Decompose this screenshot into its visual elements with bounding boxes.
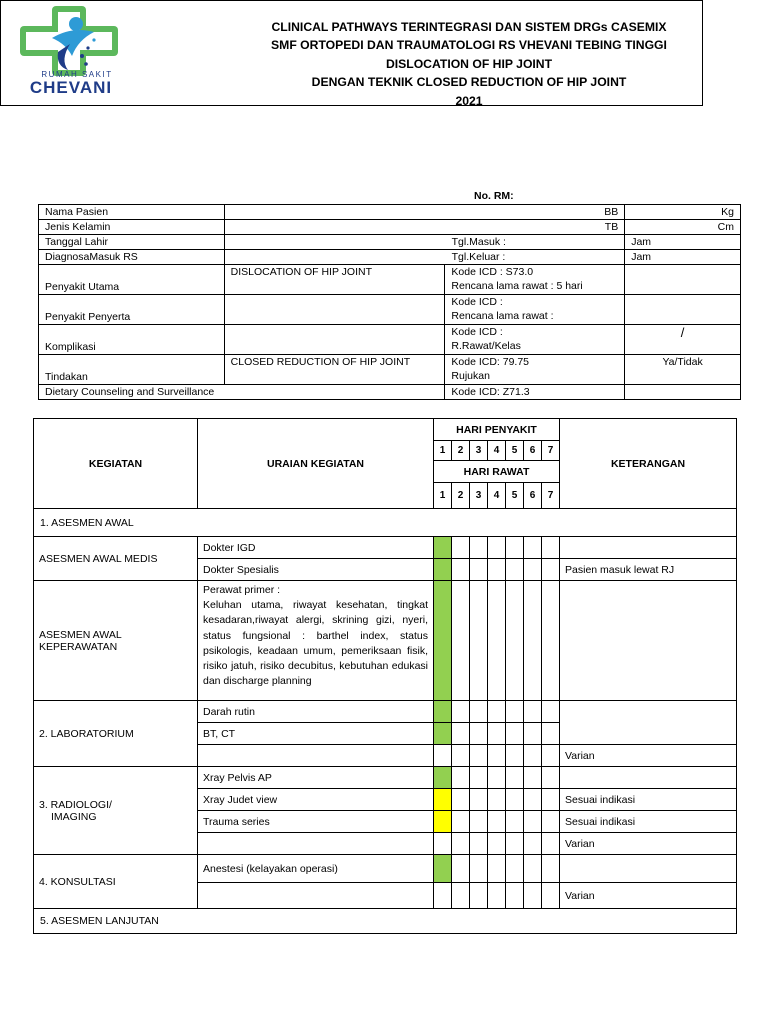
check-cell [470, 811, 488, 833]
check-cell [524, 723, 542, 745]
empty-cell [625, 295, 741, 325]
check-cell [470, 745, 488, 767]
check-cell [452, 833, 470, 855]
check-cell [452, 701, 470, 723]
check-cell [434, 833, 452, 855]
value-komplikasi [224, 325, 445, 355]
day-rawat-3: 3 [470, 483, 488, 509]
item-dokter-spesialis: Dokter Spesialis [198, 559, 434, 581]
check-cell [452, 883, 470, 909]
check-cell [542, 855, 560, 883]
check-cell [488, 745, 506, 767]
label-tanggal-lahir: Tanggal Lahir [39, 235, 225, 250]
section-radiologi [34, 767, 198, 855]
kode-icd-utama: Kode ICD : S73.0 [451, 266, 534, 278]
check-cell-green [434, 767, 452, 789]
check-cell [470, 789, 488, 811]
perawat-primer-detail: Keluhan utama, riwayat kesehatan, tingkat kesadaran,riwayat alergi, skrining gizi, nyeri, status fungsional : barthel index, status psikologis, keadaan umum, pemeriksaan fisik, risiko jatuh, risiko decubitus, kebutuhan edukasi dan discharge planning [203, 599, 428, 688]
check-cell [542, 559, 560, 581]
no-rm-label: No. RM: [474, 190, 514, 202]
header-line-1: CLINICAL PATHWAYS TERINTEGRASI DAN SISTEM DRGs CASEMIX [271, 20, 667, 34]
section-laboratorium: 2. LABORATORIUM [34, 701, 198, 767]
check-cell [452, 537, 470, 559]
ket-empty [560, 537, 737, 559]
check-cell [524, 855, 542, 883]
check-cell [524, 833, 542, 855]
item-darah-rutin: Darah rutin [198, 701, 434, 723]
item-empty [198, 745, 434, 767]
rencana-penyerta: Rencana lama rawat : [451, 310, 554, 322]
rawat-kelas: R.Rawat/Kelas [451, 340, 521, 352]
check-cell [524, 581, 542, 701]
label-asesmen-medis: ASESMEN AWAL MEDIS [34, 537, 198, 581]
header-line-3: DISLOCATION OF HIP JOINT [385, 56, 553, 71]
section-konsultasi: 4. KONSULTASI [34, 855, 198, 909]
check-cell-green [434, 537, 452, 559]
check-cell [470, 723, 488, 745]
header-line-2: SMF ORTOPEDI DAN TRAUMATOLOGI RS VHEVANI TEBING TINGGI [271, 38, 667, 53]
check-cell [452, 789, 470, 811]
check-cell [506, 855, 524, 883]
check-cell [506, 789, 524, 811]
check-cell [452, 745, 470, 767]
check-cell [542, 581, 560, 701]
rencana-utama: Rencana lama rawat : 5 hari [451, 280, 583, 292]
item-bt-ct: BT, CT [198, 723, 434, 745]
ket-empty [560, 855, 737, 883]
check-cell [542, 883, 560, 909]
check-cell [506, 883, 524, 909]
ket-empty [560, 767, 737, 789]
check-cell [506, 581, 524, 701]
check-cell [488, 789, 506, 811]
ket-empty [560, 581, 737, 701]
value-tindakan: CLOSED REDUCTION OF HIP JOINT [224, 355, 445, 385]
check-cell [452, 855, 470, 883]
check-cell [470, 537, 488, 559]
section-asesmen-awal: 1. ASESMEN AWAL [34, 509, 737, 537]
kode-icd-penyerta: Kode ICD : [451, 296, 503, 308]
item-empty [198, 883, 434, 909]
check-cell [542, 701, 560, 723]
ya-tidak: Ya/Tidak [625, 355, 741, 385]
day-rawat-4: 4 [488, 483, 506, 509]
check-cell [542, 789, 560, 811]
header-hari-rawat: HARI RAWAT [434, 461, 560, 483]
item-anestesi: Anestesi (kelayakan operasi) [198, 855, 434, 883]
empty-cell [625, 385, 741, 400]
label-penyakit-utama: Penyakit Utama [39, 265, 225, 295]
check-cell [452, 767, 470, 789]
ket-varian-kons: Varian [560, 883, 737, 909]
check-cell [470, 833, 488, 855]
item-empty [198, 833, 434, 855]
logo-line1: RUMAH SAKIT [41, 70, 113, 79]
kode-icd-dietary: Kode ICD: Z71.3 [445, 385, 625, 400]
rawat-kelas-slash: / [625, 325, 741, 355]
ket-spesialis: Pasien masuk lewat RJ [560, 559, 737, 581]
check-cell [524, 559, 542, 581]
label-diagnosa-masuk: DiagnosaMasuk RS [39, 250, 225, 265]
ket-varian-lab: Varian [560, 745, 737, 767]
check-cell [452, 811, 470, 833]
check-cell [506, 701, 524, 723]
check-cell [524, 789, 542, 811]
item-dokter-igd: Dokter IGD [198, 537, 434, 559]
item-xray-judet: Xray Judet view [198, 789, 434, 811]
check-cell [506, 745, 524, 767]
check-cell [452, 559, 470, 581]
clinical-pathway-table [33, 418, 737, 934]
header-title [180, 18, 758, 110]
check-cell [506, 767, 524, 789]
perawat-primer-title: Perawat primer : [203, 584, 281, 596]
check-cell-green [434, 723, 452, 745]
day-penyakit-7: 7 [542, 441, 560, 461]
check-cell-green [434, 581, 452, 701]
label-tgl-keluar: Tgl.Keluar : [224, 250, 625, 265]
logo-line2: CHEVANI [29, 78, 113, 97]
check-cell [452, 581, 470, 701]
check-cell [470, 701, 488, 723]
day-rawat-7: 7 [542, 483, 560, 509]
kode-icd-utama-cell [445, 265, 625, 295]
check-cell [470, 855, 488, 883]
check-cell [542, 811, 560, 833]
header-uraian: URAIAN KEGIATAN [198, 419, 434, 509]
label-tindakan: Tindakan [39, 355, 225, 385]
check-cell [506, 559, 524, 581]
day-penyakit-4: 4 [488, 441, 506, 461]
check-cell [488, 701, 506, 723]
kode-icd-penyerta-cell [445, 295, 625, 325]
day-penyakit-6: 6 [524, 441, 542, 461]
rujukan: Rujukan [451, 370, 490, 382]
label-dietary: Dietary Counseling and Surveillance [39, 385, 445, 400]
kode-icd-tindakan: Kode ICD: 79.75 [451, 356, 530, 368]
check-cell [542, 767, 560, 789]
label-tgl-masuk: Tgl.Masuk : [224, 235, 625, 250]
check-cell-yellow [434, 789, 452, 811]
check-cell [542, 537, 560, 559]
check-cell [488, 767, 506, 789]
kode-icd-tindakan-cell [445, 355, 625, 385]
header-keterangan: KETERANGAN [560, 419, 737, 509]
check-cell [542, 833, 560, 855]
item-trauma-series: Trauma series [198, 811, 434, 833]
check-cell [488, 855, 506, 883]
day-rawat-1: 1 [434, 483, 452, 509]
label-jam-2: Jam [625, 250, 741, 265]
section-asesmen-lanjutan: 5. ASESMEN LANJUTAN [34, 909, 737, 934]
day-rawat-2: 2 [452, 483, 470, 509]
check-cell [470, 883, 488, 909]
check-cell [542, 745, 560, 767]
label-kg: Kg [625, 205, 741, 220]
check-cell [524, 811, 542, 833]
check-cell [506, 537, 524, 559]
day-penyakit-2: 2 [452, 441, 470, 461]
check-cell [488, 723, 506, 745]
header-line-5: 2021 [455, 93, 483, 108]
patient-info-table [38, 204, 741, 400]
check-cell [434, 745, 452, 767]
ket-varian-rad: Varian [560, 833, 737, 855]
document-header [0, 0, 703, 106]
check-cell [470, 559, 488, 581]
ket-empty [560, 701, 737, 745]
check-cell [506, 723, 524, 745]
check-cell [524, 745, 542, 767]
kode-icd-komplikasi-cell [445, 325, 625, 355]
header-kegiatan: KEGIATAN [34, 419, 198, 509]
day-penyakit-3: 3 [470, 441, 488, 461]
check-cell [488, 559, 506, 581]
kode-icd-komplikasi: Kode ICD : [451, 326, 503, 338]
check-cell [506, 811, 524, 833]
check-cell [524, 701, 542, 723]
check-cell [488, 811, 506, 833]
day-rawat-6: 6 [524, 483, 542, 509]
check-cell [488, 883, 506, 909]
ket-trauma: Sesuai indikasi [560, 811, 737, 833]
hospital-logo [12, 4, 152, 100]
label-jam-1: Jam [625, 235, 741, 250]
value-penyakit-utama: DISLOCATION OF HIP JOINT [224, 265, 445, 295]
day-rawat-5: 5 [506, 483, 524, 509]
label-jenis-kelamin: Jenis Kelamin [39, 220, 225, 235]
day-penyakit-5: 5 [506, 441, 524, 461]
check-cell [524, 767, 542, 789]
check-cell [452, 723, 470, 745]
check-cell [488, 833, 506, 855]
label-cm: Cm [625, 220, 741, 235]
value-penyakit-penyerta [224, 295, 445, 325]
section-radiologi-line1: 3. RADIOLOGI/ [39, 798, 112, 811]
section-radiologi-line2: IMAGING [51, 810, 97, 823]
check-cell-yellow [434, 811, 452, 833]
label-penyakit-penyerta: Penyakit Penyerta [39, 295, 225, 325]
check-cell [470, 581, 488, 701]
label-asesmen-keperawatan: ASESMEN AWAL KEPERAWATAN [34, 581, 198, 701]
label-bb: BB [224, 205, 625, 220]
header-hari-penyakit: HARI PENYAKIT [434, 419, 560, 441]
header-line-4: DENGAN TEKNIK CLOSED REDUCTION OF HIP JOINT [311, 75, 627, 90]
label-tb: TB [224, 220, 625, 235]
check-cell [524, 537, 542, 559]
check-cell [488, 581, 506, 701]
check-cell [488, 537, 506, 559]
day-penyakit-1: 1 [434, 441, 452, 461]
check-cell [434, 883, 452, 909]
label-nama-pasien: Nama Pasien [39, 205, 225, 220]
empty-cell [625, 265, 741, 295]
item-perawat-primer [198, 581, 434, 701]
item-xray-pelvis: Xray Pelvis AP [198, 767, 434, 789]
ket-judet: Sesuai indikasi [560, 789, 737, 811]
check-cell-green [434, 855, 452, 883]
label-komplikasi: Komplikasi [39, 325, 225, 355]
check-cell [542, 723, 560, 745]
check-cell [506, 833, 524, 855]
check-cell [470, 767, 488, 789]
check-cell-green [434, 701, 452, 723]
check-cell [524, 883, 542, 909]
check-cell-green [434, 559, 452, 581]
